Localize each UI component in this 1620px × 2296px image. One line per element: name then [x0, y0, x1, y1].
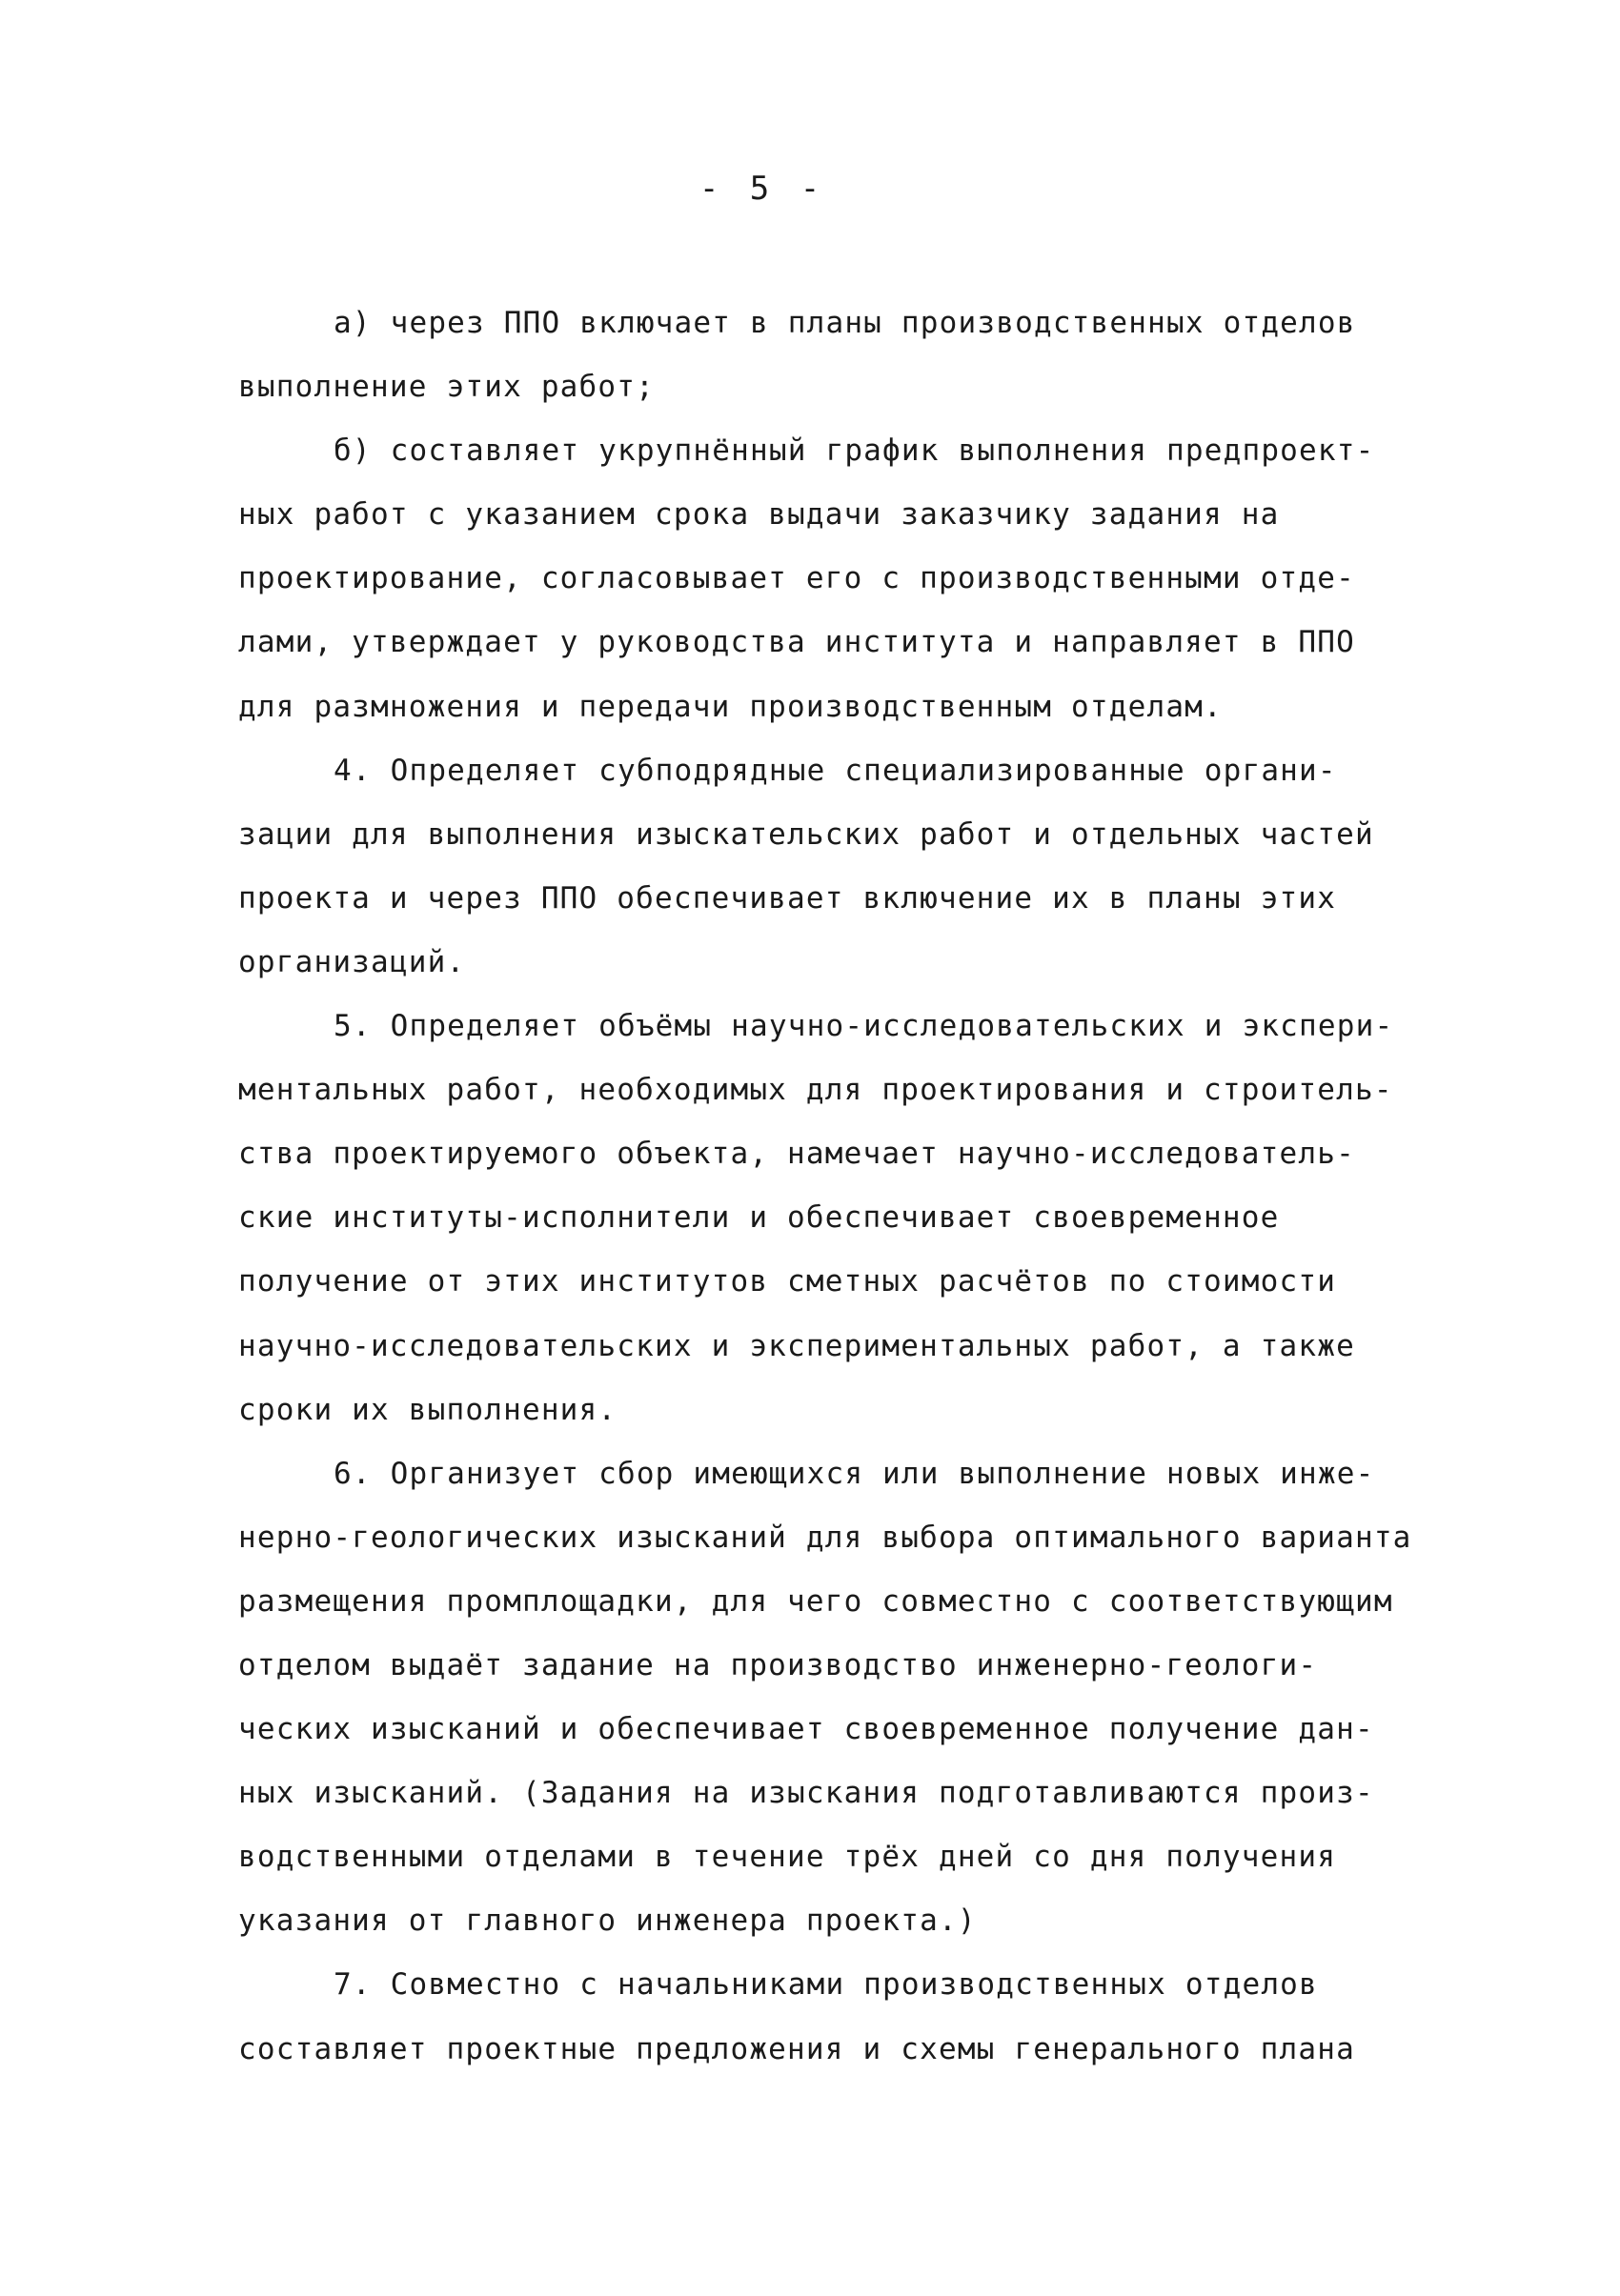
text-line: нерно-геологических изысканий для выбора оптимального варианта: [238, 1520, 1412, 1555]
text-line: водственными отделами в течение трёх дней со дня получения: [238, 1840, 1337, 1875]
text-line: а) через ППО включает в планы производственных отделов: [334, 306, 1356, 340]
text-line: 5. Определяет объёмы научно-исследовательских и экспери-: [334, 1009, 1394, 1044]
text-line: проекта и через ППО обеспечивает включение их в планы этих: [238, 880, 1337, 916]
text-line: размещения промплощадки, для чего совместно с соответствующим: [238, 1583, 1393, 1619]
text-line: ские институты-исполнители и обеспечивает своевременное: [238, 1200, 1280, 1236]
page-number: - 5 -: [699, 170, 826, 208]
text-line: ных работ с указанием срока выдачи заказчику задания на: [238, 497, 1280, 533]
text-line: 7. Совместно с начальниками производственных отделов: [334, 1967, 1318, 2003]
text-line: ных изысканий. (Задания на изыскания подготавливаются произ-: [238, 1776, 1374, 1811]
text-line: ства проектируемого объекта, намечает научно-исследователь-: [238, 1137, 1355, 1172]
text-line: для размножения и передачи производственным отделам.: [238, 689, 1223, 724]
text-line: зации для выполнения изыскательских работ и отдельных частей: [238, 816, 1374, 852]
document-body: [238, 292, 1439, 2082]
text-line: составляет проектные предложения и схемы генерального плана: [238, 2031, 1355, 2066]
text-line: ментальных работ, необходимых для проектирования и строитель-: [238, 1073, 1393, 1108]
text-line: б) составляет укрупнённый график выполнения предпроект-: [334, 433, 1375, 469]
text-line: отделом выдаёт задание на производство инженерно-геологи-: [238, 1647, 1318, 1682]
text-line: получение от этих институтов сметных расчётов по стоимости: [238, 1264, 1337, 1299]
text-line: указания от главного инженера проекта.): [238, 1903, 977, 1939]
text-line: проектирование, согласовывает его с производственными отде-: [238, 561, 1355, 596]
text-line: 6. Организует сбор имеющихся или выполнение новых инже-: [334, 1456, 1375, 1491]
text-line: 4. Определяет субподрядные специализированные органи-: [334, 753, 1337, 788]
text-line: научно-исследовательских и экспериментальных работ, а также: [238, 1328, 1355, 1363]
text-line: выполнение этих работ;: [238, 370, 655, 405]
text-line: организаций.: [238, 944, 466, 979]
text-line: лами, утверждает у руководства института и направляет в ППО: [238, 625, 1355, 660]
text-line: сроки их выполнения.: [238, 1392, 618, 1427]
text-line: ческих изысканий и обеспечивает своевременное получение дан-: [238, 1712, 1374, 1747]
